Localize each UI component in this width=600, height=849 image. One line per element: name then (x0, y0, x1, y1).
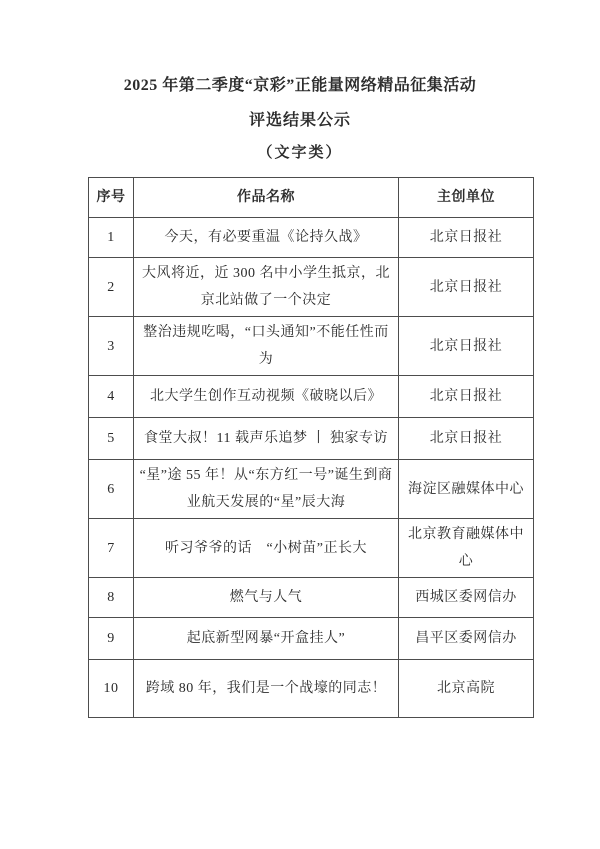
cell-index: 1 (89, 218, 134, 258)
header-cell-org: 主创单位 (399, 178, 534, 218)
cell-title: 大风将近，近 300 名中小学生抵京，北京北站做了一个决定 (134, 258, 399, 317)
cell-org: 北京高院 (399, 660, 534, 718)
cell-title: 食堂大叔！11 载声乐追梦 丨 独家专访 (134, 418, 399, 460)
cell-org: 北京日报社 (399, 376, 534, 418)
cell-title: 跨域 80 年，我们是一个战壕的同志！ (134, 660, 399, 718)
cell-title: 听习爷爷的话 “小树苗”正长大 (134, 519, 399, 578)
table-row (89, 376, 534, 418)
cell-title: 今天，有必要重温《论持久战》 (134, 218, 399, 258)
cell-org: 北京日报社 (399, 218, 534, 258)
cell-org: 北京日报社 (399, 317, 534, 376)
table-row (89, 618, 534, 660)
header-cell-index: 序号 (89, 178, 134, 218)
header-cell-title: 作品名称 (134, 178, 399, 218)
cell-title: 燃气与人气 (134, 578, 399, 618)
cell-org: 昌平区委网信办 (399, 618, 534, 660)
cell-index: 10 (89, 660, 134, 718)
cell-index: 7 (89, 519, 134, 578)
table-row (89, 519, 534, 578)
table-row (89, 218, 534, 258)
table-row (89, 418, 534, 460)
cell-org: 北京日报社 (399, 258, 534, 317)
cell-org: 北京日报社 (399, 418, 534, 460)
document-subtitle-category: （文字类） (257, 145, 343, 161)
table-row (89, 317, 534, 376)
cell-title: “星”途 55 年！从“东方红一号”诞生到商业航天发展的“星”辰大海 (134, 460, 399, 519)
table-header-row (89, 178, 534, 218)
cell-index: 6 (89, 460, 134, 519)
cell-title: 起底新型网暴“开盒挂人” (134, 618, 399, 660)
cell-index: 4 (89, 376, 134, 418)
cell-org: 海淀区融媒体中心 (399, 460, 534, 519)
document-title-line1: 2025 年第二季度“京彩”正能量网络精品征集活动 (123, 77, 477, 94)
table-row (89, 578, 534, 618)
cell-index: 3 (89, 317, 134, 376)
results-table (88, 177, 534, 718)
table-row (89, 460, 534, 519)
cell-index: 9 (89, 618, 134, 660)
cell-title: 北大学生创作互动视频《破晓以后》 (134, 376, 399, 418)
cell-org: 北京教育融媒体中心 (399, 519, 534, 578)
table-row (89, 258, 534, 317)
cell-title: 整治违规吃喝，“口头通知”不能任性而为 (134, 317, 399, 376)
cell-org: 西城区委网信办 (399, 578, 534, 618)
document-title-line2: 评选结果公示 (248, 112, 351, 129)
cell-index: 5 (89, 418, 134, 460)
cell-index: 8 (89, 578, 134, 618)
table-row (89, 660, 534, 718)
cell-index: 2 (89, 258, 134, 317)
